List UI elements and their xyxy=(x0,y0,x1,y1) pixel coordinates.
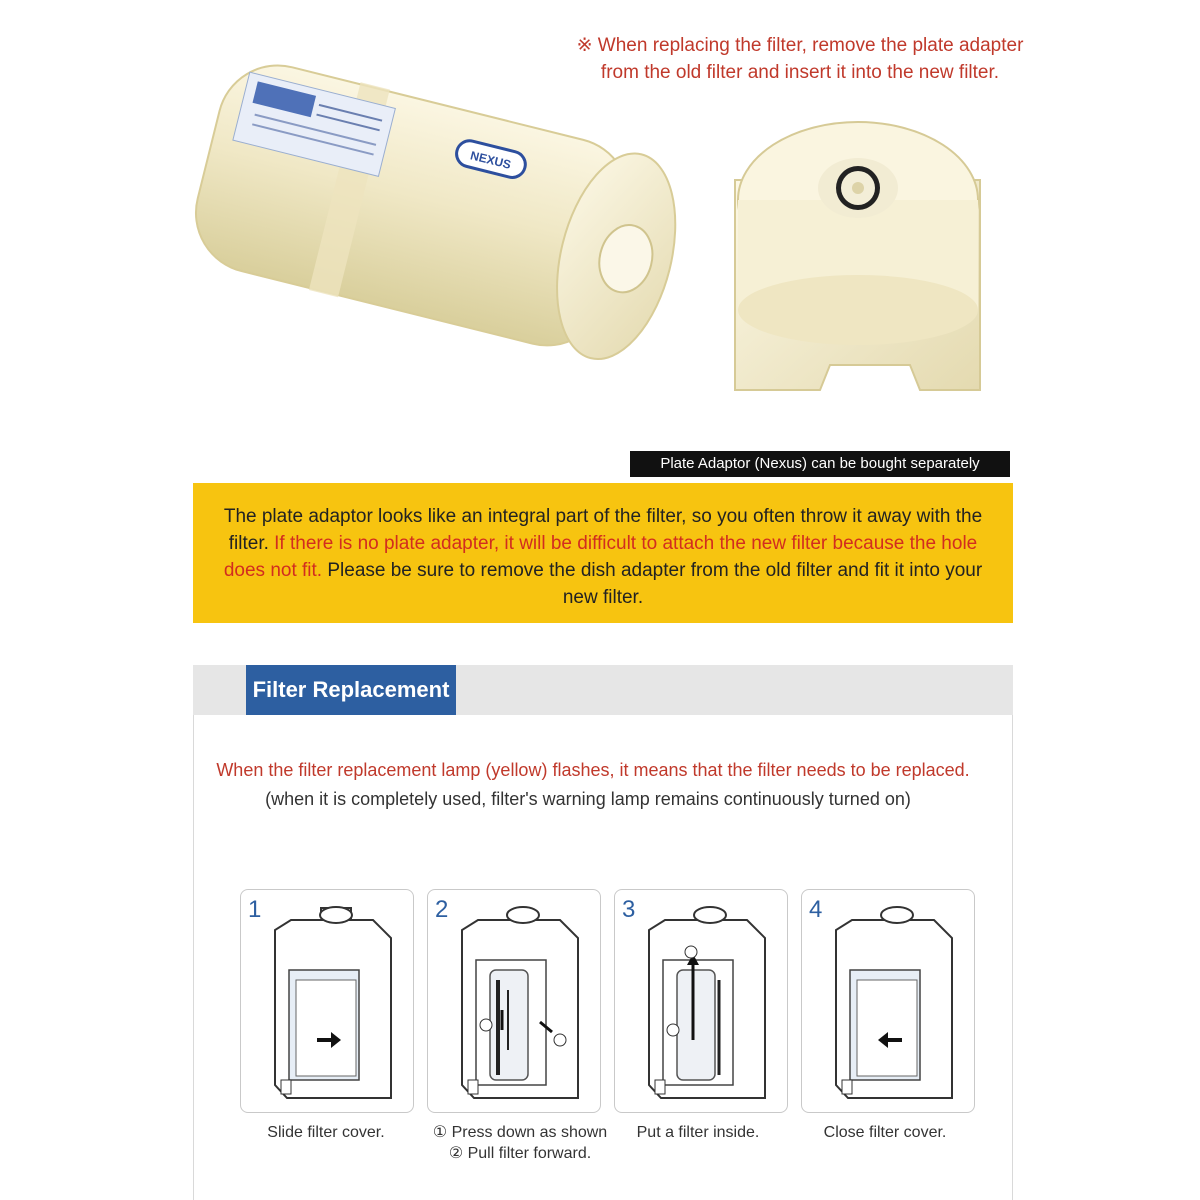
step-card-1 xyxy=(240,889,414,1113)
step-caption-4 xyxy=(795,1122,975,1143)
step-caption-3 xyxy=(608,1122,788,1143)
section-title: Filter Replacement xyxy=(246,665,456,715)
step-number: 2 xyxy=(435,896,449,923)
info-text-part3: Please be sure to remove the dish adapter from the old filter and fit it into your new filter. xyxy=(327,560,983,608)
note-line-1: ※ When replacing the filter, remove the plate adapter xyxy=(576,35,1024,56)
step-number: 4 xyxy=(809,896,823,923)
step-caption-1 xyxy=(236,1122,416,1143)
step-caption-line: ① Press down as shown xyxy=(432,1124,608,1141)
step-card-4 xyxy=(801,889,975,1113)
plate-adapter xyxy=(735,122,980,390)
step-caption-2 xyxy=(430,1122,610,1164)
note-line-2: from the old filter and insert it into the new filter. xyxy=(600,62,1000,83)
step-3-illustration xyxy=(615,890,787,1112)
filter-brand-label: NEXUS xyxy=(468,148,513,172)
step-4-illustration xyxy=(802,890,974,1112)
filter-cartridge xyxy=(183,51,696,374)
info-text xyxy=(213,503,993,611)
step-caption-line: Slide filter cover. xyxy=(267,1124,385,1141)
step-card-2 xyxy=(427,889,601,1113)
step-1-illustration xyxy=(241,890,413,1112)
step-caption-line: Close filter cover. xyxy=(823,1124,947,1141)
step-number: 3 xyxy=(622,896,636,923)
replacement-warning: When the filter replacement lamp (yellow) flashes, it means that the filter needs to be replaced. xyxy=(216,760,970,780)
availability-tag: Plate Adaptor (Nexus) can be bought separately xyxy=(630,451,1010,477)
step-card-3 xyxy=(614,889,788,1113)
step-2-illustration xyxy=(428,890,600,1112)
info-text-part1: The plate adaptor looks like an integral part of the filter, so you often throw it away with the filter. xyxy=(223,506,983,554)
replacement-subnote: (when it is completely used, filter's warning lamp remains continuously turned on) xyxy=(265,789,911,809)
step-caption-line: Put a filter inside. xyxy=(636,1124,760,1141)
info-banner xyxy=(193,483,1013,623)
step-number: 1 xyxy=(248,896,262,923)
step-caption-line: ② Pull filter forward. xyxy=(448,1145,592,1162)
info-text-warning: If there is no plate adapter, it will be difficult to attach the new filter because the hole does not fit. xyxy=(223,533,978,581)
product-photo xyxy=(180,30,1020,430)
